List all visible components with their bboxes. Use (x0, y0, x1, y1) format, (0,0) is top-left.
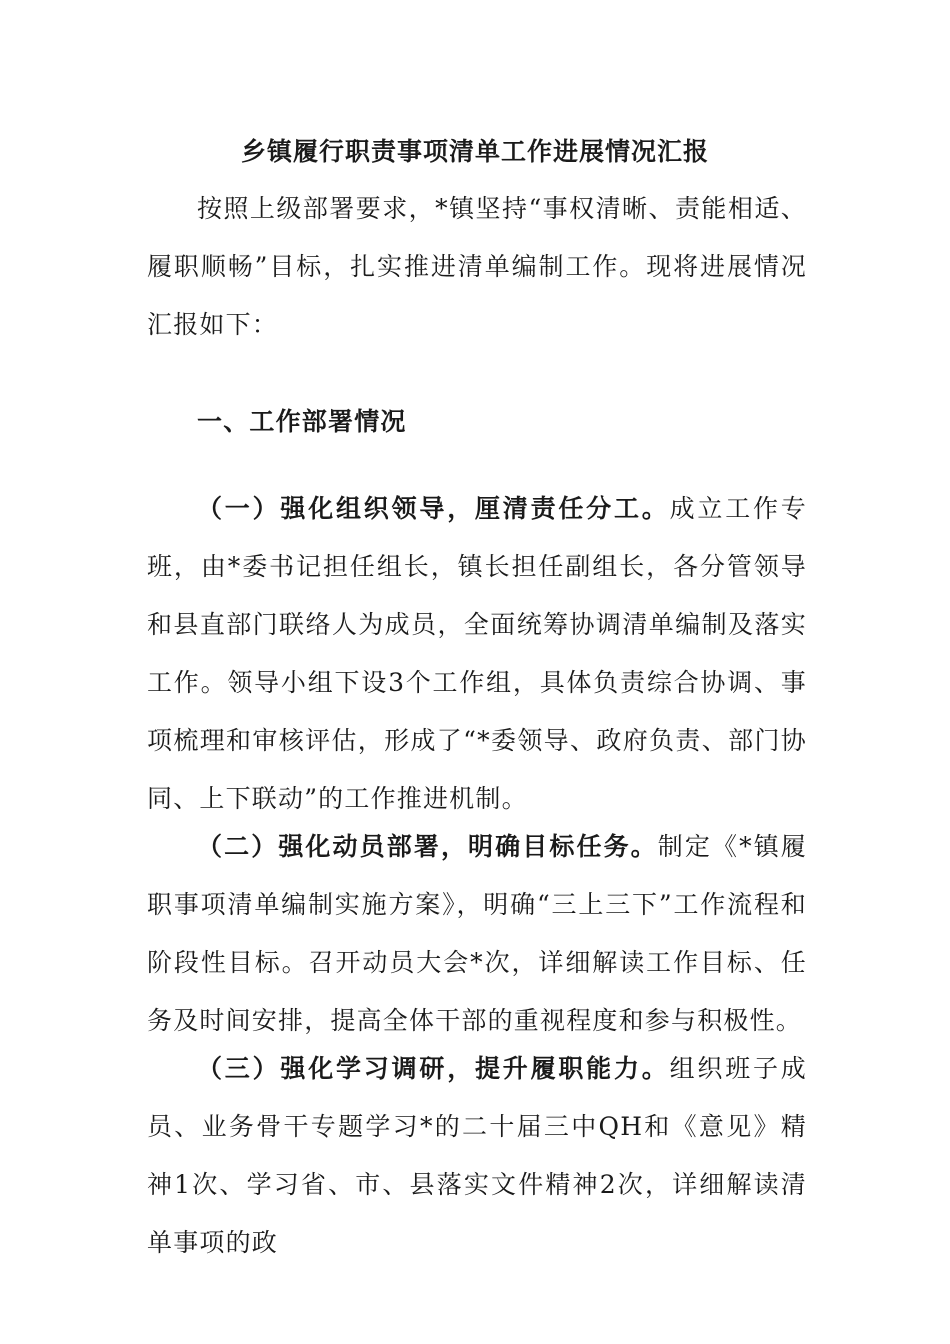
item-lead: （一）强化组织领导，厘清责任分工。 (197, 494, 670, 523)
intro-paragraph: 按照上级部署要求，*镇坚持“事权清晰、责能相适、履职顺畅”目标，扎实推进清单编制工作。现将进展情况汇报如下： (147, 194, 807, 339)
document-title: 乡镇履行职责事项清单工作进展情况汇报 (240, 137, 709, 166)
item-body: 制定《*镇履职事项清单编制实施方案》，明确“三上三下”工作流程和阶段性目标。召开动员大会*次，详细解读工作目标、任务及时间安排，提高全体干部的重视程度和参与积极性。 (147, 832, 808, 1035)
item-body: 组织班子成员、业务骨干专题学习*的二十届三中QH和《意见》精神1次、学习省、市、县落实文件精神2次，详细解读清单事项的政 (147, 1054, 807, 1257)
item-lead: （三）强化学习调研，提升履职能力。 (197, 1054, 670, 1083)
item-body: 成立工作专班，由*委书记担任组长，镇长担任副组长，各分管领导和县直部门联络人为成员，全面统筹协调清单编制及落实工作。领导小组下设3个工作组，具体负责综合协调、事项梳理和审核评估，形成了“*委领导、政府负责、部门协同、上下联动”的工作推进机制。 (147, 494, 807, 813)
item-lead: （二）强化动员部署，明确目标任务。 (197, 832, 658, 861)
section-heading: 一、工作部署情况 (197, 407, 407, 436)
item-paragraph-1 (147, 480, 807, 828)
item-paragraph-3 (147, 1040, 807, 1272)
item-paragraph-2 (147, 818, 807, 1050)
